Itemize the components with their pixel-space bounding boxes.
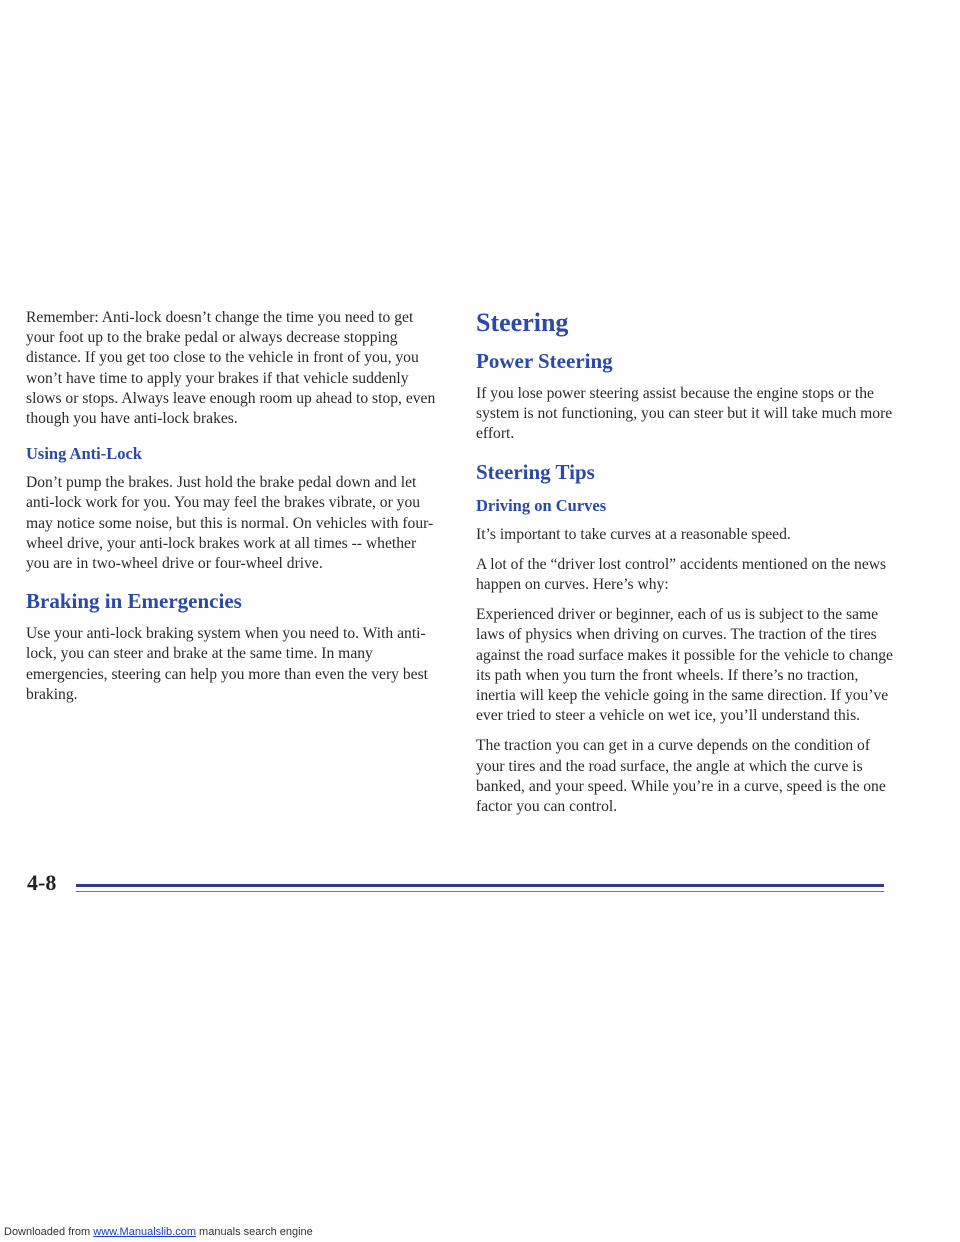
right-column xyxy=(476,308,896,827)
manualslib-link[interactable]: www.Manualslib.com xyxy=(93,1226,196,1238)
left-column xyxy=(26,308,441,715)
page-number: 4-8 xyxy=(27,870,57,895)
traction-paragraph: The traction you can get in a curve depends on the condition of your tires and the road surface, the angle at which the curve is banked, and your speed. While you’re in a curve, speed is the one factor you can control. xyxy=(476,737,886,816)
steering-tips-heading: Steering Tips xyxy=(476,459,595,484)
physics-paragraph: Experienced driver or beginner, each of us is subject to the same laws of physics when driving on curves. The traction of the tires against the road surface makes it possible for the vehicle to change its path when you turn the front wheels. If there’s no traction, inertia will keep the vehicle going in the same direction. If you’ve ever tried to steer a vehicle on wet ice, you’ll understand this. xyxy=(476,606,893,725)
footer-prefix: Downloaded from xyxy=(4,1226,94,1238)
anti-lock-reminder-paragraph: Remember: Anti-lock doesn’t change the time you need to get your foot up to the brake pedal or always decrease stopping distance. If you get too close to the vehicle in front of you, you won’t have time to apply your brakes if that vehicle suddenly slows or stops. Always leave enough room up ahead to stop, even though you have anti-lock brakes. xyxy=(26,309,436,428)
power-steering-heading: Power Steering xyxy=(476,349,613,373)
download-footer xyxy=(4,1226,313,1238)
driving-on-curves-heading: Driving on Curves xyxy=(476,495,607,515)
curves-speed-paragraph: It’s important to take curves at a reasonable speed. xyxy=(476,525,791,543)
using-anti-lock-heading: Using Anti-Lock xyxy=(26,444,142,464)
power-steering-paragraph: If you lose power steering assist because the engine stops or the system is not functioning, you can steer but it will take much more effort. xyxy=(476,385,893,443)
steering-title: Steering xyxy=(476,308,569,337)
braking-emergencies-heading: Braking in Emergencies xyxy=(26,589,242,614)
using-anti-lock-paragraph: Don’t pump the brakes. Just hold the brake pedal down and let anti-lock work for you. You may feel the brakes vibrate, or you may notice some noise, but this is normal. On vehicles with four-wheel drive, your anti-lock brakes work at all times -- whether you are in two-wheel drive or four-wheel drive. xyxy=(26,474,434,573)
footer-suffix: manuals search engine xyxy=(195,1226,313,1238)
footer-rule-thin xyxy=(76,891,884,892)
footer-rule xyxy=(76,884,884,887)
braking-emergencies-paragraph: Use your anti-lock braking system when you need to. With anti-lock, you can steer and brake at the same time. In many emergencies, steering can help you more than even the very best braking. xyxy=(26,625,428,703)
lost-control-paragraph: A lot of the “driver lost control” accidents mentioned on the news happen on curves. Here’s why: xyxy=(476,555,887,594)
